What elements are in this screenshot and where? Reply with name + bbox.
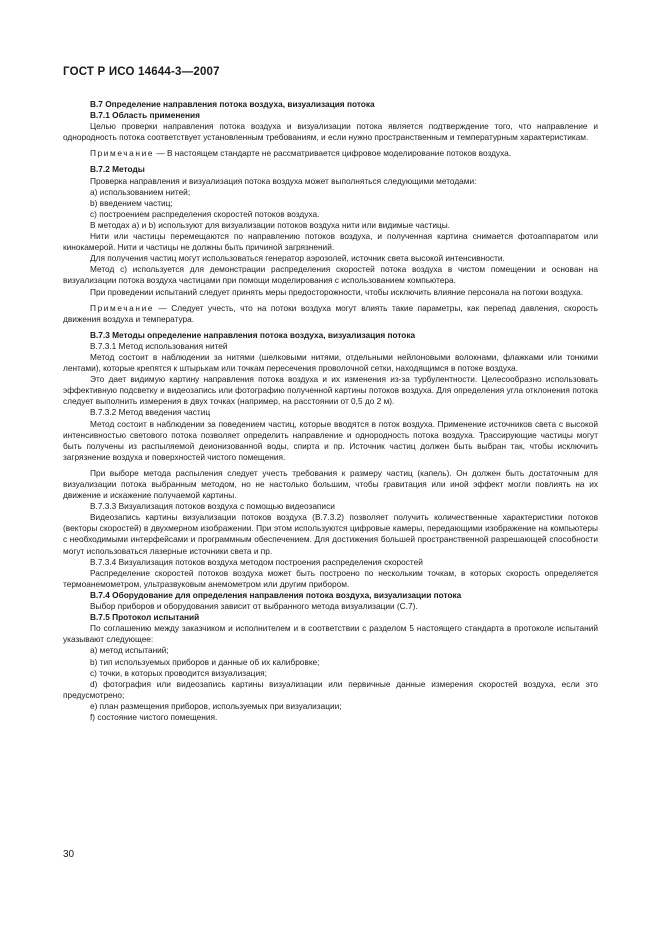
paragraph: Выбор приборов и оборудования зависит от выбранного метода визуализации (С.7). bbox=[90, 601, 418, 612]
list-item: f) состояние чистого помещения. bbox=[90, 711, 218, 722]
note bbox=[63, 303, 598, 325]
note-text: — В настоящем стандарте не рассматривается цифровое моделирование потоков воздуха. bbox=[154, 148, 512, 159]
list-item: c) построением распределения скоростей потоков воздуха. bbox=[90, 208, 320, 219]
list-item: e) план размещения приборов, используемых при визуализации; bbox=[90, 700, 342, 711]
paragraph: Метод состоит в наблюдении за нитями (шелковыми нитями, отдельными нейлоновыми волокнами, флажками или тонкими лентами), которые крепятся к штырькам или точкам пересечения проволочной сетки, находящимся в потоке воздуха. bbox=[63, 351, 598, 374]
paragraph: Нити или частицы перемещаются по направлению потоков воздуха, и полученная картина снимается фотоаппаратом или кинокамерой. Нити и частицы не должны быть причиной загрязнений. bbox=[63, 231, 598, 253]
paragraph: Целью проверки направления потока воздуха и визуализации потока является подтверждение того, что направление и однородность потока соответствует установленным требованиям, и если нужно пространственным и температурным характеристикам. bbox=[63, 121, 598, 143]
section-heading-b75: В.7.5 Протокол испытаний bbox=[90, 612, 200, 623]
page-content bbox=[63, 99, 598, 723]
paragraph: Проверка направления и визуализация потока воздуха может выполняться следующими методами: bbox=[90, 175, 477, 186]
paragraph: Это дает видимую картину направления потока воздуха и их изменения из-за турбулентности. Целесообразно использовать эффективную подсветку и видеозапись или фотографию полученной картины потоков воздуха. Для определения угла отклонения потока следует выполнить измерения в двух точках (например, на расстоянии от 0,5 до 2 м). bbox=[63, 374, 598, 407]
note-label: Примечание bbox=[90, 302, 155, 313]
list-item: b) введением частиц; bbox=[90, 197, 173, 208]
paragraph: При проведении испытаний следует принять меры предосторожности, чтобы исключить влияние персонала на потоки воздуха. bbox=[90, 286, 584, 297]
section-heading-b7: В.7 Определение направления потока воздуха, визуализация потока bbox=[90, 99, 375, 109]
list-item: b) тип используемых приборов и данные об их калибровке; bbox=[90, 656, 320, 667]
paragraph: При выборе метода распыления следует учесть требования к размеру частиц (капель). Он должен быть достаточным для визуализации потока выбранным методом, но не настолько большим, чтобы гравитация или иной эффект могли повлиять на их движение и искажение получаемой картины. bbox=[63, 467, 598, 501]
section-heading-b71: В.7.1 Область применения bbox=[90, 110, 200, 121]
paragraph: В методах а) и b) используют для визуализации потоков воздуха нити или видимые частицы. bbox=[90, 219, 450, 230]
section-heading-b74: В.7.4 Оборудование для определения направления потока воздуха, визуализации потока bbox=[90, 589, 462, 600]
list-item: c) точки, в которых проводится визуализация; bbox=[90, 667, 267, 678]
subsection-heading-b732: В.7.3.2 Метод введения частиц bbox=[90, 407, 211, 418]
paragraph: Метод состоит в наблюдении за поведением частиц, которые вводятся в поток воздуха. Применение источников света с высокой интенсивностью светового потока позволяет определить направление и однородность потока воздуха. Трассирующие частицы могут быть получены из распыляемой деионизованной воды, спирта и пр. Источник частиц должен быть выбран так, чтобы исключить загрязнение воздуха и поверхностей чистого помещения. bbox=[63, 418, 598, 462]
section-heading-b72: В.7.2 Методы bbox=[90, 164, 145, 175]
note-text: — Следует учесть, что на потоки воздуха могут влиять такие параметры, как перепад давления, скорость движения воздуха и температура. bbox=[63, 302, 598, 324]
section-heading-b73: В.7.3 Методы определение направления потока воздуха, визуализация потока bbox=[90, 329, 416, 340]
subsection-heading-b733: В.7.3.3 Визуализация потоков воздуха с помощью видеозаписи bbox=[90, 501, 335, 512]
paragraph: Для получения частиц могут использоваться генератор аэрозолей, источник света высокой интенсивности. bbox=[90, 253, 505, 264]
list-item: а) использованием нитей; bbox=[90, 186, 191, 197]
list-item: d) фотография или видеозапись картины визуализации или первичные данные измерения скоростей воздуха, если это предусмотрено; bbox=[63, 678, 598, 700]
page-number: 30 bbox=[63, 849, 75, 860]
paragraph: Метод с) используется для демонстрации распределения скоростей потока воздуха в чистом помещении и основан на визуализации потока воздуха частицами при помощи моделирования с использованием компьютера. bbox=[63, 264, 598, 286]
note-label: Примечание bbox=[90, 148, 155, 159]
note bbox=[63, 148, 598, 159]
paragraph: По соглашению между заказчиком и исполнителем и в соответствии с разделом 5 настоящего стандарта в протоколе испытаний указывают следующее: bbox=[63, 623, 598, 645]
paragraph: Видеозапись картины визуализации потоков воздуха (В.7.3.2) позволяет получить количественные характеристики потоков (векторы скоростей) в двухмерном изображении. При этом используются цифровые камеры, передающими изображение на компьютеры с необходимыми интерфейсами и программным обеспечением. Для достижения большей пространственной разрешающей способности могут использоваться лазерные источники света и пр. bbox=[63, 512, 598, 556]
subsection-heading-b734: В.7.3.4 Визуализация потоков воздуха методом построения распределения скоростей bbox=[90, 556, 423, 567]
list-item: а) метод испытаний; bbox=[90, 645, 169, 656]
document-header: ГОСТ Р ИСО 14644-3—2007 bbox=[63, 66, 220, 78]
paragraph: Распределение скоростей потоков воздуха может быть построено по нескольким точкам, в которых скорость определяется термоанемометром, ультразвуковым анемометром или другим прибором. bbox=[63, 567, 598, 589]
subsection-heading-b731: В.7.3.1 Метод использования нитей bbox=[90, 340, 228, 351]
